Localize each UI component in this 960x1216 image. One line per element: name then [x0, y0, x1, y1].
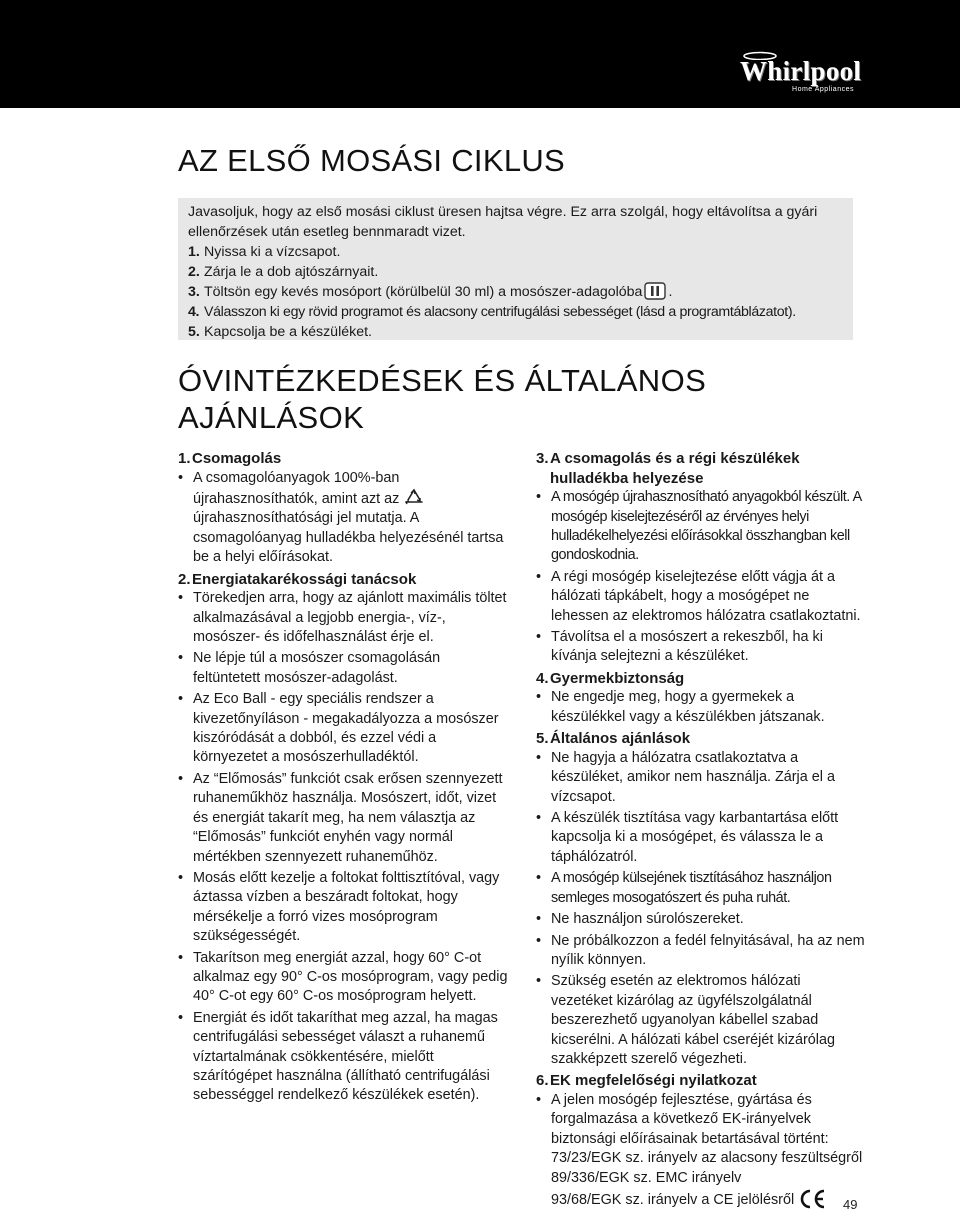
item-text: A csomagolóanyagok 100%-ban újrahasznosíthatók, amint azt az	[193, 469, 400, 507]
page-title: AZ ELSŐ MOSÁSI CIKLUS	[178, 143, 566, 178]
section-heading	[536, 729, 866, 749]
section-heading	[536, 669, 866, 689]
step-text: Töltsön egy kevés mosóport (körülbelül 30 ml) a mosószer-adagolóba	[204, 284, 643, 300]
intro-step	[188, 262, 847, 282]
list-item	[178, 770, 510, 867]
list-item	[536, 568, 866, 626]
item-text: Ne hagyja a hálózatra csatlakoztatva a készüléket, amikor nem használja. Zárja el a vízcsapot.	[551, 749, 835, 805]
section-number: 2.	[178, 570, 191, 588]
intro-steps	[188, 242, 847, 342]
item-text: A mosógép külsejének tisztításához használjon semleges mosogatószert és puha ruhát.	[551, 870, 832, 906]
list-item	[536, 972, 866, 1069]
item-text: A készülék tisztítása vagy karbantartása előtt kapcsolja ki a mosógépet, és válassza le a táphálózatról.	[551, 810, 839, 865]
section-heading	[536, 449, 866, 488]
list-item	[178, 589, 510, 647]
section-number: 5.	[536, 730, 549, 748]
step-number: 5.	[188, 324, 200, 340]
step-number: 2.	[188, 264, 200, 280]
item-text: A régi mosógép kiselejtezése előtt vágja át a hálózati tápkábelt, hogy a mosógépet ne lehessen az elektromos hálózatra csatlakoztatni.	[551, 568, 861, 624]
item-text: Energiát és időt takaríthat meg azzal, ha magas centrifugálási sebességet választ a ruhanemű víztartalmának csökkentésére, mielőtt szárítógépet használna (állítható centrifugálási sebességgel rendelkező készülékek esetén).	[193, 1009, 498, 1104]
bullet-list	[178, 589, 510, 1106]
item-line: 93/68/EGK sz. irányelv a CE jelölésről	[551, 1188, 866, 1210]
right-column	[536, 449, 866, 1212]
page-number: 49	[843, 1197, 858, 1212]
whirlpool-logo	[740, 56, 860, 100]
header-bar	[0, 0, 960, 108]
section-heading-text: Energiatakarékossági tanácsok	[192, 570, 417, 588]
section-heading-text: EK megfelelőségi nyilatkozat	[550, 1072, 757, 1090]
section-number: 4.	[536, 669, 549, 687]
list-item	[178, 1009, 510, 1106]
step-text: Válasszon ki egy rövid programot és alacsony centrifugálási sebességet (lásd a programtáblázatot).	[204, 304, 796, 320]
detergent-compartment-ii-icon	[644, 282, 666, 300]
item-text: Ne engedje meg, hogy a gyermekek a készülékkel vagy a készülékben játszanak.	[551, 689, 825, 725]
step-text: Nyissa ki a vízcsapot.	[204, 244, 341, 260]
item-text: Mosás előtt kezelje a foltokat folttisztítóval, vagy áztassa vízben a beszáradt foltokat, hogy mérsékelje a forró vizes mosóprogram szükségességét.	[193, 869, 500, 945]
item-text: Ne próbálkozzon a fedél felnyitásával, ha az nem nyílik könnyen.	[551, 932, 865, 968]
item-text: Ne lépje túl a mosószer csomagolásán feltüntetett mosószer-adagolást.	[193, 650, 441, 686]
item-text: Törekedjen arra, hogy az ajánlott maximális töltet alkalmazásával a legjobb energia-, víz-, mosószer- és időfelhasználást érje el.	[193, 590, 507, 646]
list-item	[178, 949, 510, 1007]
list-item	[536, 749, 866, 807]
section-heading-text: Általános ajánlások	[550, 730, 691, 748]
list-item	[178, 469, 510, 568]
list-item	[536, 869, 866, 908]
recycle-icon	[403, 488, 425, 508]
section-title-line2: AJÁNLÁSOK	[178, 400, 365, 435]
list-item	[536, 809, 866, 867]
item-text: Takarítson meg energiát azzal, hogy 60° C-ot alkalmaz egy 90° C-os mosóprogram, vagy pedig 40° C-ot egy 60° C-os mosóprogram helyett.	[193, 949, 508, 1005]
item-text: újrahasznosíthatósági jel mutatja. A csomagolóanyag hulladékba helyezésénél tartsa be a helyi előírásokat.	[193, 510, 504, 566]
list-item	[536, 932, 866, 971]
logo-text: Whirlpool	[740, 56, 862, 86]
ce-mark-icon	[798, 1188, 828, 1210]
section-heading	[536, 1071, 866, 1091]
list-item	[536, 1091, 866, 1210]
section-number: 1.	[178, 450, 191, 467]
list-item	[536, 628, 866, 667]
bullet-list	[536, 688, 866, 727]
item-text: Ne használjon súrolószereket.	[551, 911, 744, 928]
section-heading-text: Csomagolás	[192, 450, 282, 467]
list-item	[536, 488, 866, 566]
list-item	[178, 869, 510, 947]
bullet-list	[536, 1091, 866, 1210]
item-text: Az “Előmosás” funkciót csak erősen szennyezett ruhaneműkhöz használja. Mosószert, időt, vizet és energiát takarít meg, ha nem választja az “Előmosás” funkciót enyhén vagy normál mértékben szennyezett ruhaneműhöz.	[193, 770, 503, 865]
section-title-line1: ÓVINTÉZKEDÉSEK ÉS ÁLTALÁNOS	[178, 363, 707, 398]
section-number: 6.	[536, 1072, 549, 1090]
item-line: 89/336/EGK sz. EMC irányelv	[551, 1169, 742, 1186]
intro-step	[188, 302, 847, 322]
logo-tagline: Home Appliances	[792, 86, 854, 93]
item-line: • A jelen mosógép fejlesztése, gyártása és forgalmazása a következő EK-irányelvek biztonsági előírásainak betartásával történt:	[551, 1091, 829, 1147]
section-heading	[178, 449, 510, 469]
step-number: 3.	[188, 284, 200, 300]
step-number: 1.	[188, 244, 200, 260]
item-text: A mosógép újrahasznosítható anyagokból készült. A mosógép kiselejtezéséről az érvényes helyi hulladékelhelyezési előírásokkal összhangban kell gondoskodnia.	[551, 489, 861, 564]
item-line: 73/23/EGK sz. irányelv az alacsony feszültségről	[551, 1150, 863, 1167]
intro-text: Javasoljuk, hogy az első mosási ciklust üresen hajtsa végre. Ez arra szolgál, hogy eltávolítsa a gyári ellenőrzések után esetleg bennmaradt vizet.	[188, 204, 818, 240]
list-item	[536, 688, 866, 727]
step-number: 4.	[188, 304, 200, 320]
step-text: Zárja le a dob ajtószárnyait.	[204, 264, 379, 280]
step-text-end: .	[668, 284, 673, 300]
bullet-list	[536, 488, 866, 667]
item-text: Távolítsa el a mosószert a rekeszből, ha ki kívánja selejtezni a készüléket.	[551, 629, 823, 665]
item-text: Az Eco Ball - egy speciális rendszer a kivezetőnyíláson - megakadályozza a mosószer kiszóródását a dobból, és ezzel védi a környezetet a mosószerhulladéktól.	[193, 691, 499, 766]
list-item	[178, 690, 510, 768]
intro-step	[188, 322, 847, 342]
list-item	[536, 910, 866, 929]
section-heading-text: Gyermekbiztonság	[550, 669, 685, 687]
section-title	[178, 362, 778, 436]
list-item	[178, 649, 510, 688]
section-heading	[178, 570, 510, 590]
intro-box	[178, 198, 853, 340]
section-number: 3.	[536, 450, 549, 467]
item-text: Szükség esetén az elektromos hálózati vezetéket kizárólag az ügyfélszolgálatnál beszerezhető ugyanolyan kábellel szabad kicserélni. A hálózati kábel cseréjét kizárólag szakképzett szerelő végezheti.	[551, 973, 835, 1067]
left-column	[178, 449, 510, 1108]
step-text: Kapcsolja be a készüléket.	[204, 324, 372, 340]
bullet-list	[536, 749, 866, 1070]
logo-swoosh-icon	[742, 50, 778, 60]
intro-step	[188, 242, 847, 262]
section-heading-text: A csomagolás és a régi készülékek hulladékba helyezése	[550, 450, 800, 487]
intro-step	[188, 282, 847, 302]
bullet-list	[178, 469, 510, 568]
